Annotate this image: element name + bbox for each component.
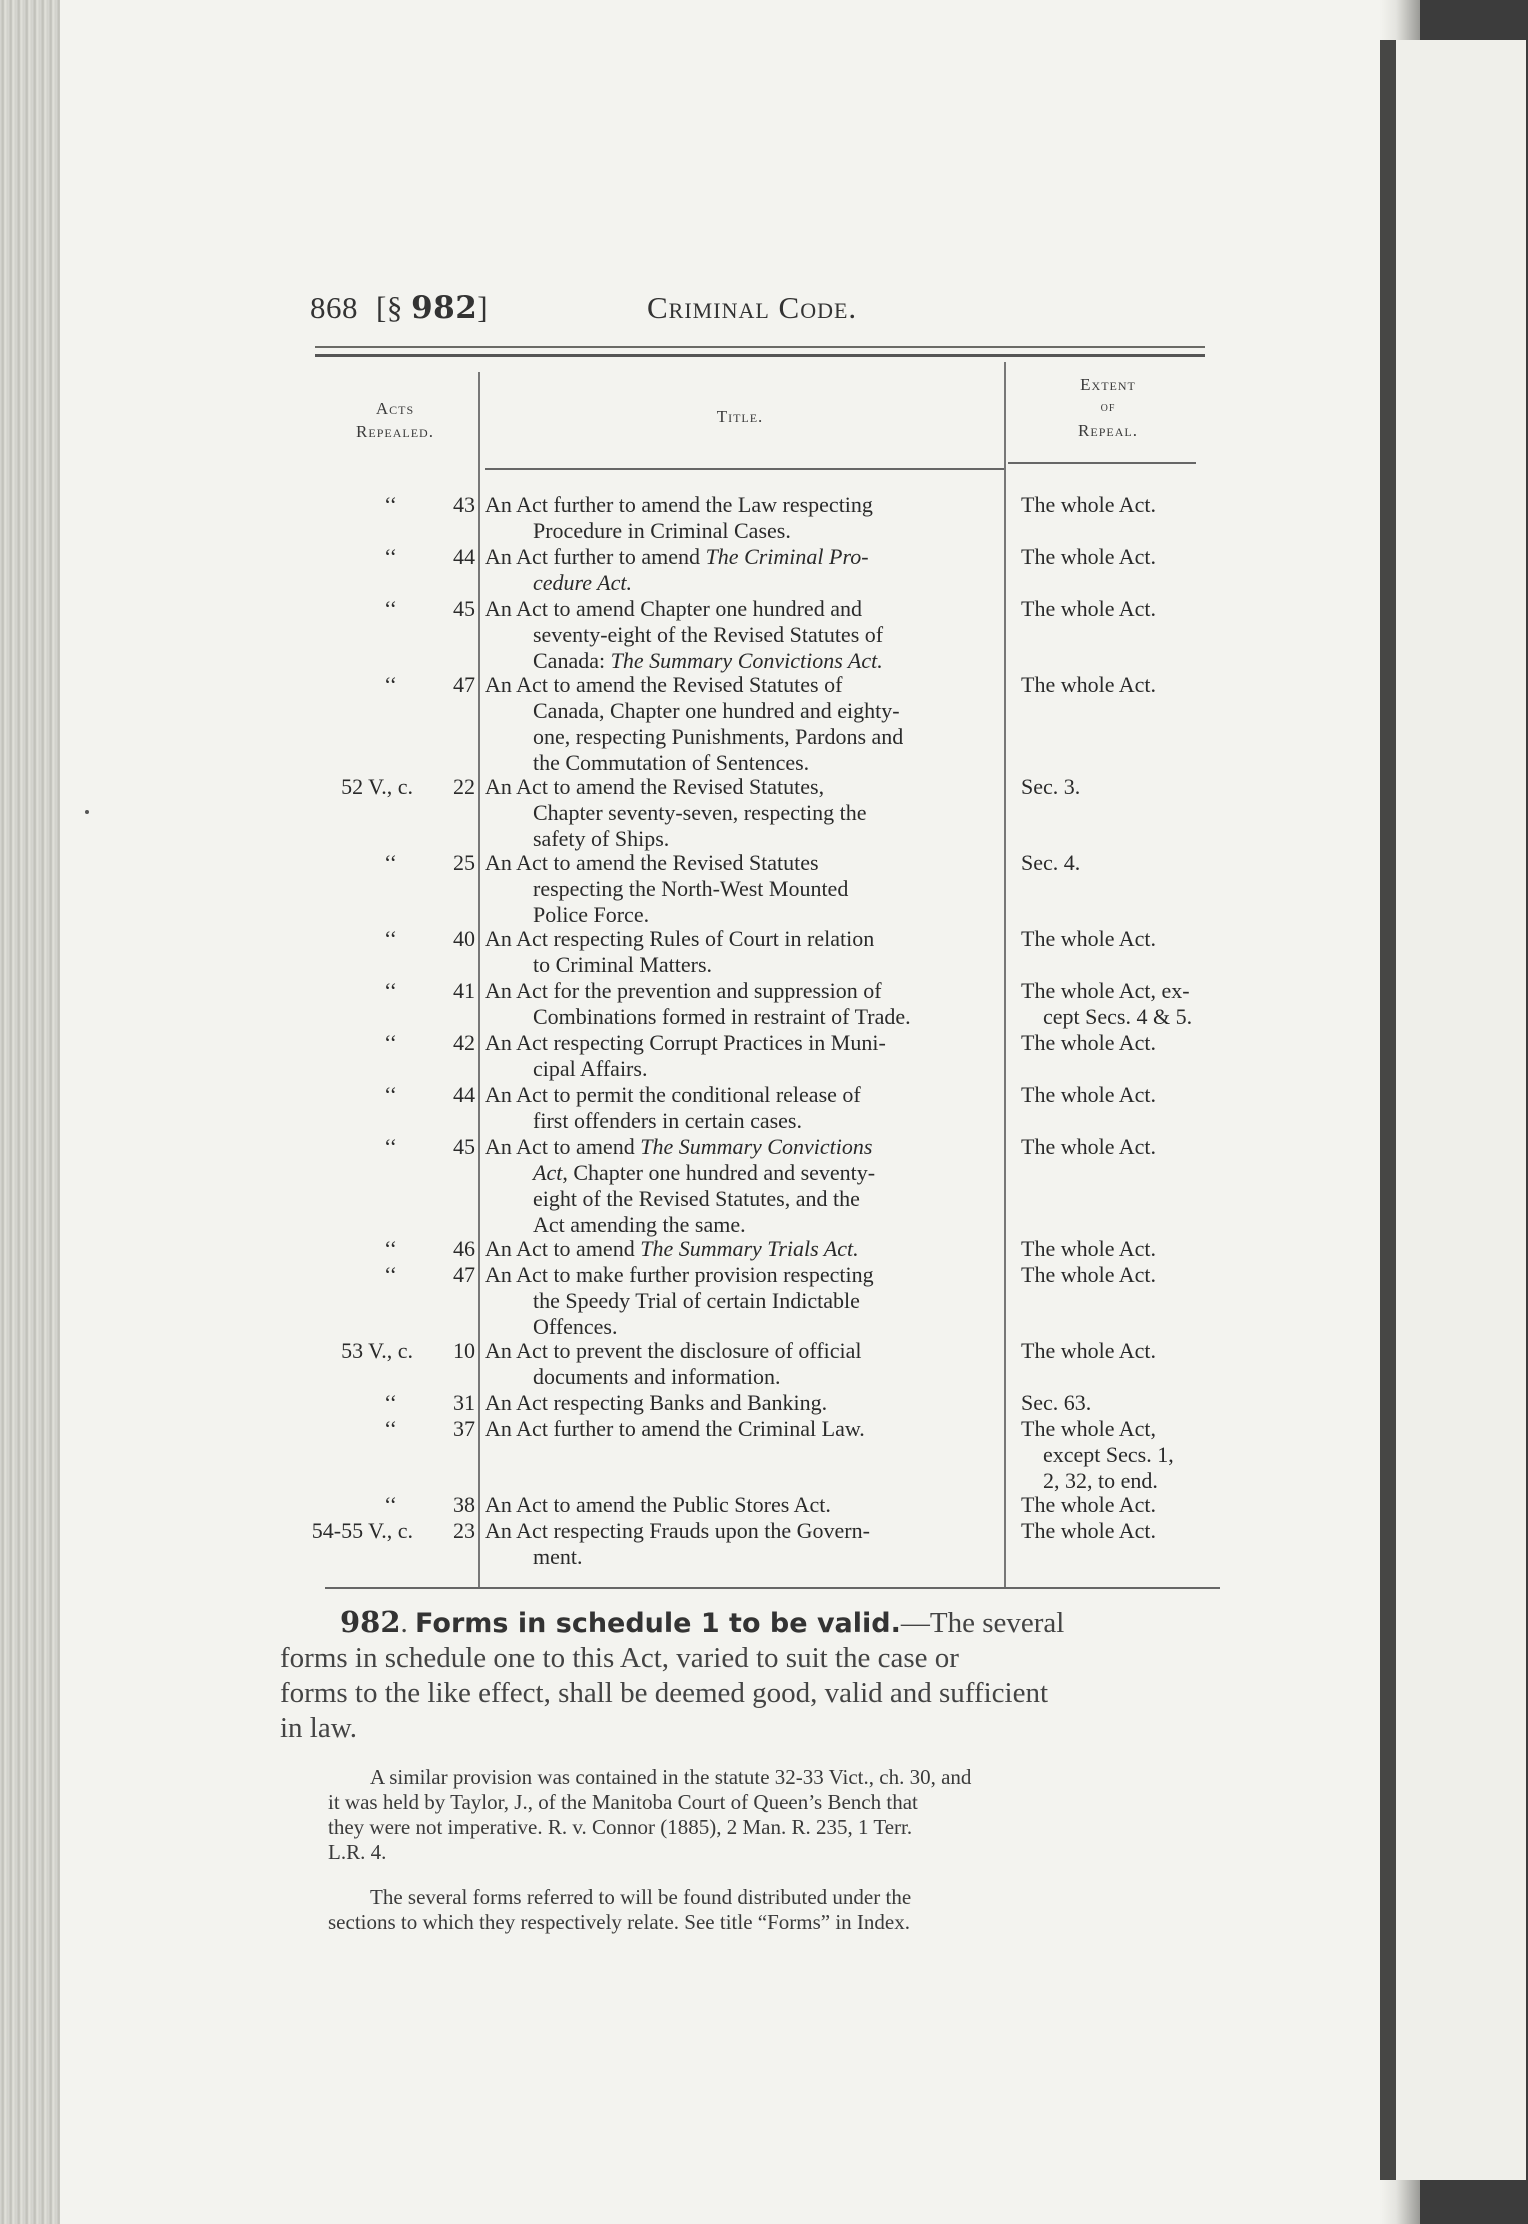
act-number: 47 <box>453 1262 475 1287</box>
act-title-line: cedure Act. <box>533 570 632 595</box>
section-reference-number: 982 <box>411 290 478 326</box>
note-line: it was held by Taylor, J., of the Manitoba Court of Queen’s Bench that <box>328 1790 918 1814</box>
act-title-line: Procedure in Criminal Cases. <box>533 518 791 543</box>
extent-line: except Secs. 1, <box>1043 1442 1174 1467</box>
section-reference <box>376 290 488 325</box>
extent-line: Sec. 4. <box>1021 850 1081 875</box>
act-title <box>485 850 1005 928</box>
act-title-line: An Act to amend the Public Stores Act. <box>485 1492 831 1517</box>
section-text-line: in law. <box>280 1712 358 1744</box>
extent-of-repeal <box>1021 774 1211 800</box>
section-heading: Forms in schedule 1 to be valid. <box>415 1608 901 1639</box>
act-number: 38 <box>453 1492 475 1517</box>
extent-of-repeal <box>1021 1236 1211 1262</box>
act-prefix: ‘‘ <box>383 850 397 875</box>
act-title-line: cipal Affairs. <box>533 1056 648 1081</box>
act-title-line: eight of the Revised Statutes, and the <box>533 1186 860 1211</box>
act-title-line: respecting the North-West Mounted <box>533 876 849 901</box>
act-title <box>485 774 1005 852</box>
extent-of-repeal <box>1021 1338 1211 1364</box>
act-title <box>485 1518 1005 1570</box>
act-title <box>485 926 1005 978</box>
act-title-line: An Act to amend The Summary Trials Act. <box>485 1236 859 1261</box>
act-prefix: ‘‘ <box>383 1390 397 1415</box>
act-number: 45 <box>453 1134 475 1159</box>
act-number: 23 <box>453 1518 475 1543</box>
header-extent-of-repeal <box>1008 373 1208 442</box>
extent-line: The whole Act. <box>1021 672 1157 697</box>
binding-shadow <box>1380 40 1396 2180</box>
act-prefix: 53 V., c. <box>341 1338 413 1363</box>
act-number: 22 <box>453 774 475 799</box>
act-prefix: 54-55 V., c. <box>311 1518 413 1543</box>
act-title-line: Offences. <box>533 1314 618 1339</box>
extent-line: The whole Act. <box>1021 1518 1157 1543</box>
act-prefix: ‘‘ <box>383 1134 397 1159</box>
header-acts-line2: Repealed. <box>356 422 434 441</box>
extent-of-repeal <box>1021 978 1211 1030</box>
act-title-line: An Act to permit the conditional release of <box>485 1082 861 1107</box>
extent-line: Sec. 63. <box>1021 1390 1092 1415</box>
extent-of-repeal <box>1021 1082 1211 1108</box>
extent-of-repeal <box>1021 672 1211 698</box>
act-title-line: An Act respecting Frauds upon the Govern- <box>485 1518 870 1543</box>
act-title-line: Act amending the same. <box>533 1212 746 1237</box>
act-prefix: ‘‘ <box>383 978 397 1003</box>
act-number: 45 <box>453 596 475 621</box>
act-title-line: Canada: The Summary Convictions Act. <box>533 648 883 673</box>
extent-line: The whole Act. <box>1021 1134 1157 1159</box>
extent-of-repeal <box>1021 596 1211 622</box>
act-title-line: An Act to make further provision respecting <box>485 1262 874 1287</box>
extent-of-repeal <box>1021 544 1211 570</box>
header-acts-repealed <box>320 397 470 443</box>
section-text-line: forms in schedule one to this Act, varied to suit the case or <box>280 1642 959 1674</box>
act-prefix: ‘‘ <box>383 1236 397 1261</box>
extent-line: The whole Act. <box>1021 1262 1157 1287</box>
section-text-line: —The several <box>900 1607 1065 1639</box>
act-number: 37 <box>453 1416 475 1441</box>
act-number: 40 <box>453 926 475 951</box>
extent-of-repeal <box>1021 492 1211 518</box>
act-number: 44 <box>453 544 475 569</box>
act-prefix: ‘‘ <box>383 672 397 697</box>
act-prefix: ‘‘ <box>383 1492 397 1517</box>
extent-of-repeal <box>1021 1416 1211 1494</box>
extent-line: Sec. 3. <box>1021 774 1081 799</box>
extent-of-repeal <box>1021 1262 1211 1288</box>
act-title <box>485 1390 1005 1416</box>
extent-line: The whole Act. <box>1021 1236 1157 1261</box>
header-extent-line1: Extent <box>1080 375 1136 394</box>
act-number: 43 <box>453 492 475 517</box>
extent-line: The whole Act. <box>1021 1082 1157 1107</box>
act-title-line: An Act further to amend the Law respecting <box>485 492 873 517</box>
act-title-line: An Act to amend the Revised Statutes, <box>485 774 825 799</box>
act-title <box>485 672 1005 776</box>
annotation-note-2 <box>328 1885 1228 1935</box>
extent-line: The whole Act, <box>1021 1416 1157 1441</box>
act-prefix: 52 V., c. <box>341 774 413 799</box>
act-title-line: first offenders in certain cases. <box>533 1108 802 1133</box>
extent-line: 2, 32, to end. <box>1043 1468 1158 1493</box>
running-title: Criminal Code. <box>647 290 858 325</box>
running-head <box>310 290 858 326</box>
act-title <box>485 1030 1005 1082</box>
act-number: 31 <box>453 1390 475 1415</box>
act-title <box>485 596 1005 674</box>
header-extent-line3: Repeal. <box>1078 421 1138 440</box>
section-982-first-line: 982. Forms in schedule 1 to be valid.—The several <box>340 1605 1065 1639</box>
section-bracket-open: [§ <box>376 290 412 325</box>
page-number: 868 <box>310 290 358 325</box>
act-title-line: Canada, Chapter one hundred and eighty- <box>533 698 900 723</box>
extent-of-repeal <box>1021 1518 1211 1544</box>
act-title-line: An Act further to amend the Criminal Law. <box>485 1416 865 1441</box>
extent-of-repeal <box>1021 1134 1211 1160</box>
section-text-line: forms to the like effect, shall be deemed good, valid and sufficient <box>280 1677 1049 1709</box>
act-title <box>485 1492 1005 1518</box>
table-top-rule <box>315 346 1205 357</box>
act-title <box>485 1262 1005 1340</box>
header-acts-line1: Acts <box>375 399 415 418</box>
act-number: 10 <box>453 1338 475 1363</box>
extent-line: The whole Act, ex- <box>1021 978 1190 1003</box>
act-title <box>485 1134 1005 1238</box>
extent-line: The whole Act. <box>1021 1492 1157 1517</box>
act-number: 42 <box>453 1030 475 1055</box>
act-prefix: ‘‘ <box>383 1416 397 1441</box>
act-title-line: An Act for the prevention and suppression of <box>485 978 882 1003</box>
act-title-line: Police Force. <box>533 902 650 927</box>
extent-line: The whole Act. <box>1021 544 1157 569</box>
act-title <box>485 1236 1005 1262</box>
act-title-line: An Act respecting Corrupt Practices in Muni- <box>485 1030 886 1055</box>
extent-of-repeal <box>1021 1492 1211 1518</box>
note-line: they were not imperative. R. v. Connor (1885), 2 Man. R. 235, 1 Terr. <box>328 1815 913 1839</box>
extent-header-rule <box>1008 462 1196 464</box>
section-982-paragraph <box>280 1605 1220 1746</box>
extent-of-repeal <box>1021 1390 1211 1416</box>
act-title-line: Chapter seventy-seven, respecting the <box>533 800 867 825</box>
extent-of-repeal <box>1021 850 1211 876</box>
note-line: The several forms referred to will be found distributed under the <box>370 1885 912 1909</box>
act-title-line: An Act to prevent the disclosure of official <box>485 1338 862 1363</box>
act-prefix: ‘‘ <box>383 926 397 951</box>
act-title-line: one, respecting Punishments, Pardons and <box>533 724 904 749</box>
act-title-line: An Act to amend the Revised Statutes of <box>485 672 843 697</box>
act-title <box>485 492 1005 544</box>
table-bottom-rule <box>325 1587 1220 1589</box>
header-extent-line2: of <box>1100 400 1116 415</box>
act-title-line: An Act respecting Banks and Banking. <box>485 1390 828 1415</box>
act-title-line: the Commutation of Sentences. <box>533 750 810 775</box>
act-title-line: to Criminal Matters. <box>533 952 713 977</box>
note-line: sections to which they respectively relate. See title “Forms” in Index. <box>328 1910 910 1934</box>
act-number: 25 <box>453 850 475 875</box>
act-title-line: An Act further to amend The Criminal Pro- <box>485 544 869 569</box>
act-number: 46 <box>453 1236 475 1261</box>
book-page-edges <box>0 0 62 2224</box>
act-title <box>485 1082 1005 1134</box>
act-prefix: ‘‘ <box>383 1030 397 1055</box>
facing-page-edge <box>1396 40 1526 2180</box>
extent-line: The whole Act. <box>1021 596 1157 621</box>
act-prefix: ‘‘ <box>383 1262 397 1287</box>
act-prefix: ‘‘ <box>383 492 397 517</box>
ink-speck <box>85 810 89 814</box>
extent-line: The whole Act. <box>1021 926 1157 951</box>
act-title <box>485 544 1005 596</box>
act-title-line: An Act to amend The Summary Convictions <box>485 1134 873 1159</box>
act-title-line: the Speedy Trial of certain Indictable <box>533 1288 860 1313</box>
act-title-line: An Act to amend the Revised Statutes <box>485 850 819 875</box>
act-title <box>485 978 1005 1030</box>
note-line: A similar provision was contained in the statute 32-33 Vict., ch. 30, and <box>370 1765 972 1789</box>
header-title: Title. <box>716 407 764 426</box>
act-title-line: An Act to amend Chapter one hundred and <box>485 596 862 621</box>
extent-line: The whole Act. <box>1021 1030 1157 1055</box>
title-header-rule <box>485 468 1006 470</box>
act-title <box>485 1416 1005 1442</box>
act-prefix: ‘‘ <box>383 596 397 621</box>
annotation-note-1 <box>328 1765 1228 1865</box>
act-prefix: ‘‘ <box>383 1082 397 1107</box>
act-number: 47 <box>453 672 475 697</box>
act-title <box>485 1338 1005 1390</box>
act-number: 41 <box>453 978 475 1003</box>
note-line: L.R. 4. <box>328 1840 387 1864</box>
act-title-line: safety of Ships. <box>533 826 670 851</box>
section-bracket-close: ] <box>477 290 489 325</box>
act-prefix: ‘‘ <box>383 544 397 569</box>
act-title-line: seventy-eight of the Revised Statutes of <box>533 622 884 647</box>
extent-line: The whole Act. <box>1021 1338 1157 1363</box>
act-title-line: documents and information. <box>533 1364 781 1389</box>
act-number: 44 <box>453 1082 475 1107</box>
act-title-line: An Act respecting Rules of Court in relation <box>485 926 875 951</box>
column-divider-acts <box>478 372 480 1587</box>
act-title-line: Combinations formed in restraint of Trade. <box>533 1004 911 1029</box>
extent-line: The whole Act. <box>1021 492 1157 517</box>
extent-of-repeal <box>1021 926 1211 952</box>
section-number: 982 <box>340 1605 401 1639</box>
extent-of-repeal <box>1021 1030 1211 1056</box>
act-title-line: Act, Chapter one hundred and seventy- <box>533 1160 876 1185</box>
act-title-line: ment. <box>533 1544 583 1569</box>
extent-line: cept Secs. 4 & 5. <box>1043 1004 1193 1029</box>
